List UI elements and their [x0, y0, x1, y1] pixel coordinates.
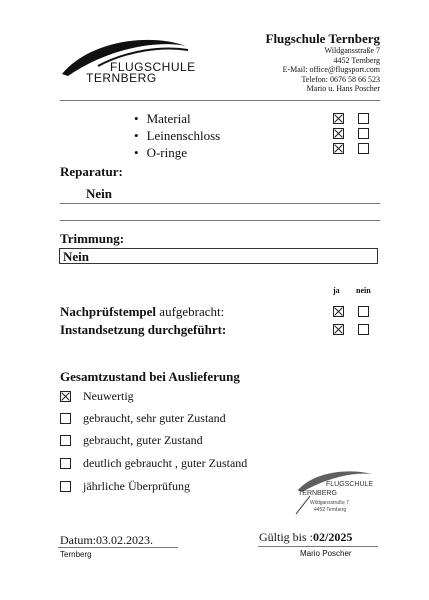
footer-name: Mario Poscher [300, 549, 352, 558]
oringe-ja-checkbox[interactable] [333, 143, 344, 154]
instandsetzung-label: Instandsetzung durchgeführt: [60, 322, 227, 337]
instand-nein-checkbox[interactable] [358, 324, 369, 335]
datum-label [60, 533, 153, 548]
company-phone: Telefon: 0676 58 66 523 [301, 74, 380, 84]
material-ja-checkbox[interactable] [333, 113, 344, 124]
nachpruefstempel-label [60, 304, 224, 320]
nein-column-header: nein [356, 286, 371, 295]
option-guter-zustand: gebraucht, guter Zustand [83, 433, 203, 447]
datum-label-text: Datum: [60, 533, 96, 547]
item-list [134, 110, 220, 161]
list-item-oringe: • O-ringe [134, 144, 220, 161]
deutlich-gebraucht-checkbox[interactable] [60, 458, 71, 469]
company-street: Wildgansstraße 7 [324, 46, 380, 55]
sehr-guter-zustand-checkbox[interactable] [60, 413, 71, 424]
option-sehr-guter-zustand: gebraucht, sehr guter Zustand [83, 411, 226, 425]
footer-place: Ternberg [60, 550, 92, 559]
gesamtzustand-heading: Gesamtzustand bei Auslieferung [60, 369, 240, 384]
instand-ja-checkbox[interactable] [333, 324, 344, 335]
gueltig-label [259, 530, 352, 545]
company-city: 4452 Ternberg [333, 55, 380, 65]
header-divider [60, 100, 380, 101]
company-stamp [292, 466, 378, 518]
option-jaehrliche-pruefung: jährliche Überprüfung [83, 479, 190, 493]
leinenschloss-ja-checkbox[interactable] [333, 128, 344, 139]
ja-column-header: ja [333, 286, 340, 295]
neuwertig-checkbox[interactable] [60, 391, 71, 402]
company-name: Flugschule Ternberg [265, 31, 380, 46]
guter-zustand-checkbox[interactable] [60, 435, 71, 446]
gueltig-label-text: Gültig bis : [259, 530, 314, 544]
logo-line1: FLUGSCHULE [110, 60, 196, 74]
nachpruef-bold: Nachprüfstempel [60, 304, 157, 319]
trimmung-value: Nein [63, 249, 89, 264]
list-item-material: • Material [134, 110, 220, 127]
list-item-leinenschloss: • Leinenschloss [134, 127, 220, 144]
jaehrliche-pruefung-checkbox[interactable] [60, 481, 71, 492]
svg-text:Wildgansstraße 7: Wildgansstraße 7 [310, 500, 349, 506]
reparatur-value: Nein [86, 186, 112, 201]
company-address [266, 31, 381, 94]
leinenschloss-nein-checkbox[interactable] [358, 128, 369, 139]
nachpruef-ja-checkbox[interactable] [333, 306, 344, 317]
trimmung-heading: Trimmung: [60, 231, 125, 246]
trimmung-field [59, 248, 378, 264]
company-persons: Mario u. Hans Poscher [306, 84, 380, 94]
svg-text:TERNBERG: TERNBERG [298, 490, 337, 497]
reparatur-heading: Reparatur: [60, 164, 123, 179]
datum-value: 03.02.2023. [96, 533, 153, 547]
logo-line2: TERNBERG [86, 71, 157, 85]
gueltig-line [258, 546, 378, 547]
svg-text:4452 Ternberg: 4452 Ternberg [314, 507, 347, 513]
datum-line [58, 547, 178, 548]
option-neuwertig: Neuwertig [83, 389, 134, 403]
nachpruef-rest: aufgebracht: [156, 304, 225, 319]
option-deutlich-gebraucht: deutlich gebraucht , guter Zustand [83, 456, 248, 470]
oringe-nein-checkbox[interactable] [358, 143, 369, 154]
gueltig-value: 02/2025 [313, 530, 353, 544]
nachpruef-nein-checkbox[interactable] [358, 306, 369, 317]
svg-text:FLUGSCHULE: FLUGSCHULE [326, 481, 374, 488]
reparatur-line2 [60, 220, 380, 221]
reparatur-underline [60, 203, 380, 204]
material-nein-checkbox[interactable] [358, 113, 369, 124]
company-email: E-Mail: office@flugsport.com [282, 65, 380, 75]
